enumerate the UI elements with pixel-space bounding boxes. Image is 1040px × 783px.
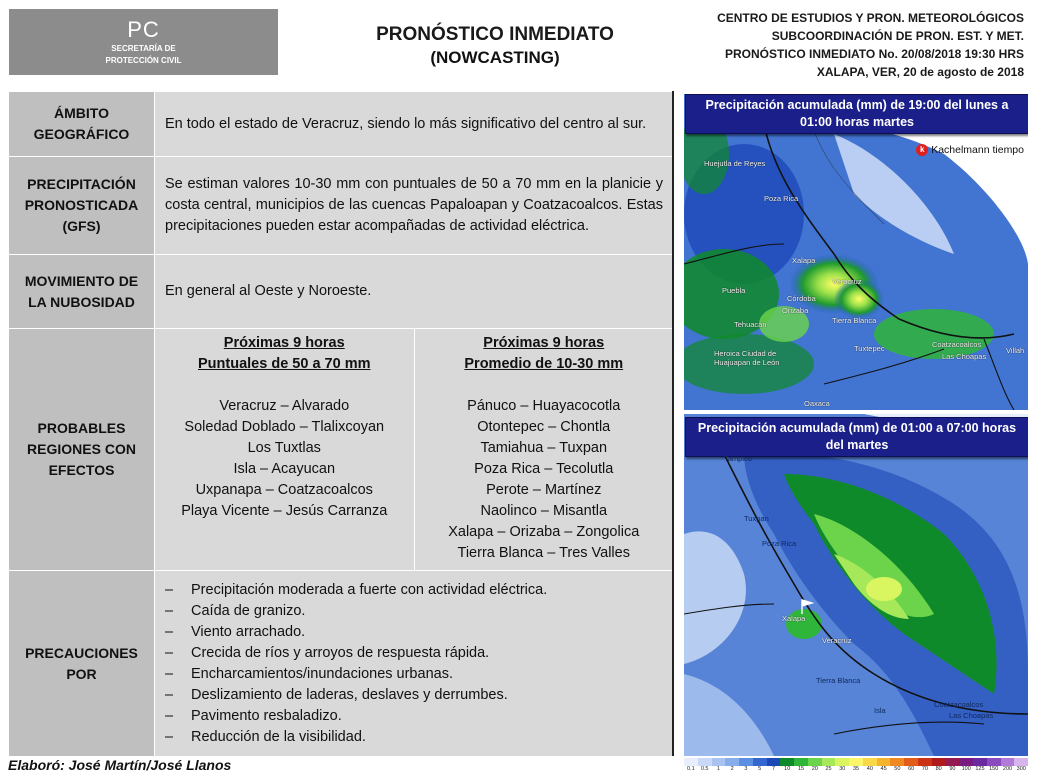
regiones-right-heading-2: Promedio de 10-30 mm <box>464 356 624 372</box>
precipitation-map-1 <box>684 94 1028 410</box>
agency-line-3: PRONÓSTICO INMEDIATO No. 20/08/2018 19:30 HRS <box>725 47 1024 61</box>
label-movimiento: MOVIMIENTO DE LA NUBOSIDAD <box>9 255 155 329</box>
text-movimiento: En general al Oeste y Noroeste. <box>155 255 674 329</box>
regiones-left-heading-1: Próximas 9 horas <box>223 335 345 351</box>
regiones-right <box>414 329 674 571</box>
agency-line-1: CENTRO DE ESTUDIOS Y PRON. METEOROLÓGICOS <box>717 11 1024 25</box>
city-label: Tehuacán <box>734 320 767 329</box>
legend-tick-label: 0.1 <box>687 766 695 772</box>
page-title <box>330 22 660 68</box>
regiones-left-heading-2: Puntuales de 50 a 70 mm <box>198 356 371 372</box>
legend-swatch <box>794 758 808 766</box>
label-ambito: ÁMBITO GEOGRÁFICO <box>9 92 155 157</box>
legend-tick-label: 30 <box>839 766 846 772</box>
city-label: Coatzacoalcos <box>932 340 982 349</box>
precipitation-map-2 <box>684 414 1028 756</box>
city-label: Xalapa <box>782 614 806 623</box>
list-item: – Deslizamiento de laderas, deslaves y derrumbes. <box>165 686 508 703</box>
city-label: Tuxtepec <box>854 344 885 353</box>
list-item: – Crecida de ríos y arroyos de respuesta rápida. <box>165 644 490 661</box>
legend-swatch <box>725 758 739 766</box>
city-label: Veracruz <box>832 277 862 286</box>
text-precipitacion: Se estiman valores 10-30 mm con puntuales de 50 a 70 mm en la planicie y costa central, municipios de las cuencas Papaloapan y Coatzacoalcos. Estas precipitaciones pueden estar acompañadas de actividad eléctrica. <box>155 157 674 255</box>
agency-line-2: SUBCOORDINACIÓN DE PRON. EST. Y MET. <box>771 29 1024 43</box>
row-precipitacion <box>9 157 674 255</box>
region-item: Tierra Blanca – Tres Valles <box>457 545 630 561</box>
region-item: Soledad Doblado – Tlalixcoyan <box>184 419 385 435</box>
legend-swatch <box>987 758 1001 766</box>
legend-tick-label: 100 <box>961 766 971 772</box>
legend-tick-label: 90 <box>949 766 956 772</box>
logo-text: PC <box>127 17 160 42</box>
region-item: Xalapa – Orizaba – Zongolica <box>448 524 640 540</box>
map-1-title: Precipitación acumulada (mm) de 19:00 del lunes a 01:00 horas martes <box>685 94 1028 134</box>
city-label: Isla <box>874 706 886 715</box>
legend-swatch <box>890 758 904 766</box>
legend-swatch <box>959 758 973 766</box>
legend-swatch <box>863 758 877 766</box>
list-item: – Caída de granizo. <box>165 602 306 619</box>
city-label: Tierra Blanca <box>816 676 861 685</box>
city-label: Córdoba <box>787 294 816 303</box>
legend-tick-label: 150 <box>989 766 999 772</box>
list-item: – Reducción de la visibilidad. <box>165 728 366 745</box>
label-precipitacion: PRECIPITACIÓN PRONOSTICADA (GFS) <box>9 157 155 255</box>
city-label: Tampico <box>724 454 752 463</box>
logo-subtitle-2: PROTECCIÓN CIVIL <box>105 56 182 65</box>
legend-swatch <box>1014 758 1028 766</box>
legend-swatch <box>1001 758 1015 766</box>
list-item: – Pavimento resbaladizo. <box>165 707 342 724</box>
region-item: Otontepec – Chontla <box>477 419 611 435</box>
legend-tick-label: 25 <box>825 766 832 772</box>
legend-tick-label: 15 <box>797 766 805 772</box>
legend-swatch <box>946 758 960 766</box>
city-label: Xalapa <box>792 256 816 265</box>
region-item: Poza Rica – Tecolutla <box>474 461 614 477</box>
legend-swatch <box>918 758 932 766</box>
legend-tick-label: 125 <box>975 766 985 772</box>
city-label: Tierra Blanca <box>832 316 877 325</box>
map-2-title: Precipitación acumulada (mm) de 01:00 a 07:00 horas del martes <box>685 417 1028 457</box>
legend-tick-label: 80 <box>935 766 942 772</box>
city-label: Tuxpan <box>744 514 769 523</box>
legend-swatch <box>835 758 849 766</box>
legend-tick-label: 200 <box>1002 766 1013 772</box>
city-label: Orizaba <box>782 306 809 315</box>
legend-tick-label: 20 <box>811 766 818 772</box>
legend-tick-label: 10 <box>784 766 791 772</box>
pc-logo <box>9 9 278 75</box>
title-sub: (NOWCASTING) <box>430 48 560 67</box>
city-label: Villah <box>1006 346 1025 355</box>
kachelmann-text: Kachelmann tiempo <box>931 144 1024 156</box>
city-label: Poza Rica <box>764 194 799 203</box>
label-precauciones: PRECAUCIONES POR <box>9 571 155 757</box>
agency-info <box>717 9 1024 81</box>
kachelmann-credit <box>916 144 1024 156</box>
logo-subtitle-1: SECRETARÍA DE <box>111 44 176 53</box>
row-precauciones <box>9 571 674 757</box>
region-item: Uxpanapa – Coatzacoalcos <box>195 482 373 498</box>
author-credit: Elaboró: José Martín/José Llanos <box>8 757 232 773</box>
list-item: – Viento arrachado. <box>165 623 306 640</box>
region-item: Playa Vicente – Jesús Carranza <box>181 503 388 519</box>
legend-swatch <box>780 758 794 766</box>
legend-swatch <box>698 758 712 766</box>
city-label: Las Choapas <box>942 352 987 361</box>
kachelmann-logo: k <box>916 144 928 156</box>
legend-tick-label: 35 <box>853 766 860 772</box>
legend-swatch <box>973 758 987 766</box>
city-label: Heroica Ciudad de Huajuapan de León <box>714 349 780 367</box>
legend-tick-label: 300 <box>1016 766 1026 772</box>
row-regiones <box>9 329 674 571</box>
city-label: Huejutla de Reyes <box>704 159 766 168</box>
region-item: Isla – Acayucan <box>233 461 336 477</box>
region-item: Los Tuxtlas <box>247 440 321 456</box>
region-item: Naolinco – Misantla <box>480 503 608 519</box>
title-main: PRONÓSTICO INMEDIATO <box>376 24 614 45</box>
legend-swatch <box>877 758 891 766</box>
legend-tick-label: 5 <box>758 766 762 772</box>
precauciones-list <box>155 574 673 754</box>
legend-swatch <box>849 758 863 766</box>
legend-tick-label: 3 <box>744 766 748 772</box>
list-item: – Precipitación moderada a fuerte con actividad eléctrica. <box>165 581 548 598</box>
row-ambito <box>9 92 674 157</box>
regiones-right-heading-1: Próximas 9 horas <box>483 335 605 351</box>
legend-tick-label: 2 <box>730 766 734 772</box>
region-item: Pánuco – Huayacocotla <box>467 398 621 414</box>
legend-tick-label: 40 <box>866 766 873 772</box>
legend-tick-label: 60 <box>908 766 915 772</box>
row-movimiento <box>9 255 674 329</box>
forecast-table <box>8 91 674 757</box>
legend-ticks <box>684 766 1028 772</box>
legend-swatch <box>753 758 767 766</box>
legend-swatch <box>684 758 698 766</box>
precauciones-list-cell <box>155 571 674 757</box>
region-item: Tamiahua – Tuxpan <box>480 440 608 456</box>
legend-swatch <box>712 758 726 766</box>
region-item: Veracruz – Alvarado <box>219 398 350 414</box>
city-label: Veracruz <box>822 636 852 645</box>
legend-color-bar <box>684 758 1028 766</box>
legend-swatch <box>822 758 836 766</box>
legend-swatch <box>808 758 822 766</box>
legend-swatch <box>739 758 753 766</box>
text-ambito: En todo el estado de Veracruz, siendo lo más significativo del centro al sur. <box>155 92 674 157</box>
legend-tick-label: 7 <box>771 766 775 772</box>
label-regiones: PROBABLES REGIONES CON EFECTOS <box>9 329 155 571</box>
legend-swatch <box>767 758 781 766</box>
region-item: Perote – Martínez <box>486 482 602 498</box>
city-label: Las Choapas <box>949 711 994 720</box>
legend-tick-label: 45 <box>880 766 887 772</box>
legend-tick-label: 0.5 <box>700 766 709 772</box>
table-right-border <box>672 91 674 756</box>
city-label: Puebla <box>722 286 746 295</box>
legend-tick-label: 70 <box>921 766 928 772</box>
legend-tick-label: 1 <box>716 766 720 772</box>
city-label: Poza Rica <box>762 539 797 548</box>
precipitation-legend <box>684 758 1028 780</box>
legend-swatch <box>904 758 918 766</box>
agency-line-4: XALAPA, VER, 20 de agosto de 2018 <box>816 65 1024 79</box>
list-item: – Encharcamientos/inundaciones urbanas. <box>165 665 453 682</box>
legend-tick-label: 50 <box>894 766 901 772</box>
regiones-left <box>155 329 415 571</box>
legend-swatch <box>932 758 946 766</box>
city-label: Oaxaca <box>804 399 830 408</box>
city-label: Coatzacoalcos <box>934 700 984 709</box>
